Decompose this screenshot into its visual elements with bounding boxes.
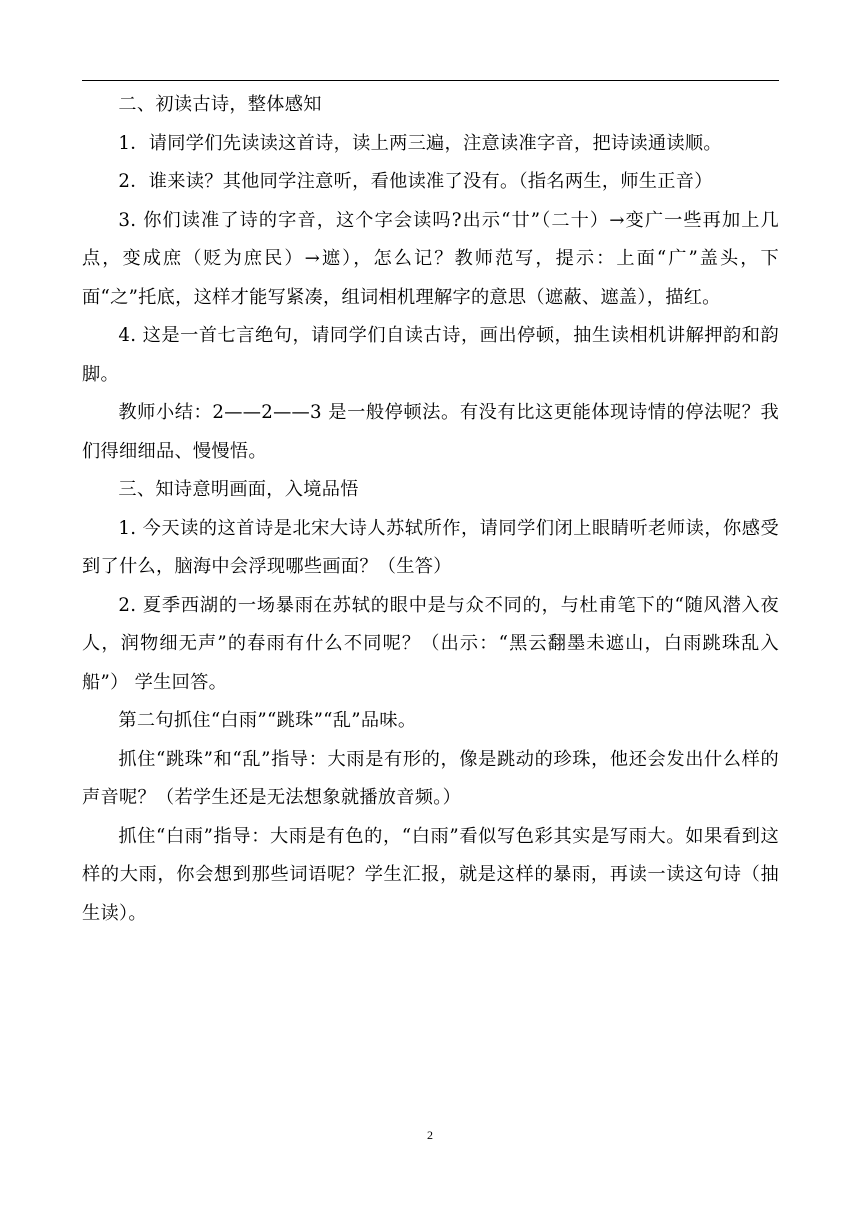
paragraph: 2．谁来读？其他同学注意听，看他读准了没有。（指名两生，师生正音） <box>118 171 713 192</box>
paragraph: 1．请同学们先读读这首诗，读上两三遍，注意读准字音，把诗读通读顺。 <box>118 132 722 154</box>
section-heading-2: 二、初读古诗，整体感知 <box>118 94 322 115</box>
page-number: 2 <box>427 1128 433 1142</box>
header-rule <box>82 80 779 81</box>
paragraph: 3. 你们读准了诗的字音，这个字会读吗?出示“廿”（二十）→变广一些再加上几点，变成庶（贬为庶民）→遮），怎么记？教师范写，提示：上面“广”盖头，下面“之”托底，这样才能写紧凑，组词相机理解字的意思（遮蔽、遮盖），描红。 <box>82 209 779 308</box>
section-heading-3: 三、知诗意明画面，入境品悟 <box>118 479 359 500</box>
paragraph: 4. 这是一首七言绝句，请同学们自读古诗，画出停顿，抽生读相机讲解押韵和韵脚。 <box>82 325 779 385</box>
document-body <box>82 86 779 933</box>
paragraph: 第二句抓住“白雨”“跳珠”“乱”品味。 <box>118 710 417 731</box>
paragraph: 1. 今天读的这首诗是北宋大诗人苏轼所作，请同学们闭上眼睛听老师读，你感受到了什么，脑海中会浮现哪些画面？（生答） <box>82 517 779 577</box>
paragraph: 抓住“跳珠”和“乱”指导：大雨是有形的，像是跳动的珍珠，他还会发出什么样的声音呢？（若学生还是无法想象就播放音频。） <box>82 748 779 808</box>
paragraph: 2. 夏季西湖的一场暴雨在苏轼的眼中是与众不同的，与杜甫笔下的“随风潜入夜人，润物细无声”的春雨有什么不同呢？（出示：“黑云翻墨未遮山，白雨跳珠乱入船”） 学生回答。 <box>82 594 779 693</box>
teacher-summary: 教师小结：2——2——3 是一般停顿法。有没有比这更能体现诗情的停法呢？我们得细细品、慢慢悟。 <box>82 402 779 462</box>
paragraph: 抓住“白雨”指导：大雨是有色的，“白雨”看似写色彩其实是写雨大。如果看到这样的大雨，你会想到那些词语呢？学生汇报，就是这样的暴雨，再读一读这句诗（抽生读）。 <box>82 825 779 924</box>
